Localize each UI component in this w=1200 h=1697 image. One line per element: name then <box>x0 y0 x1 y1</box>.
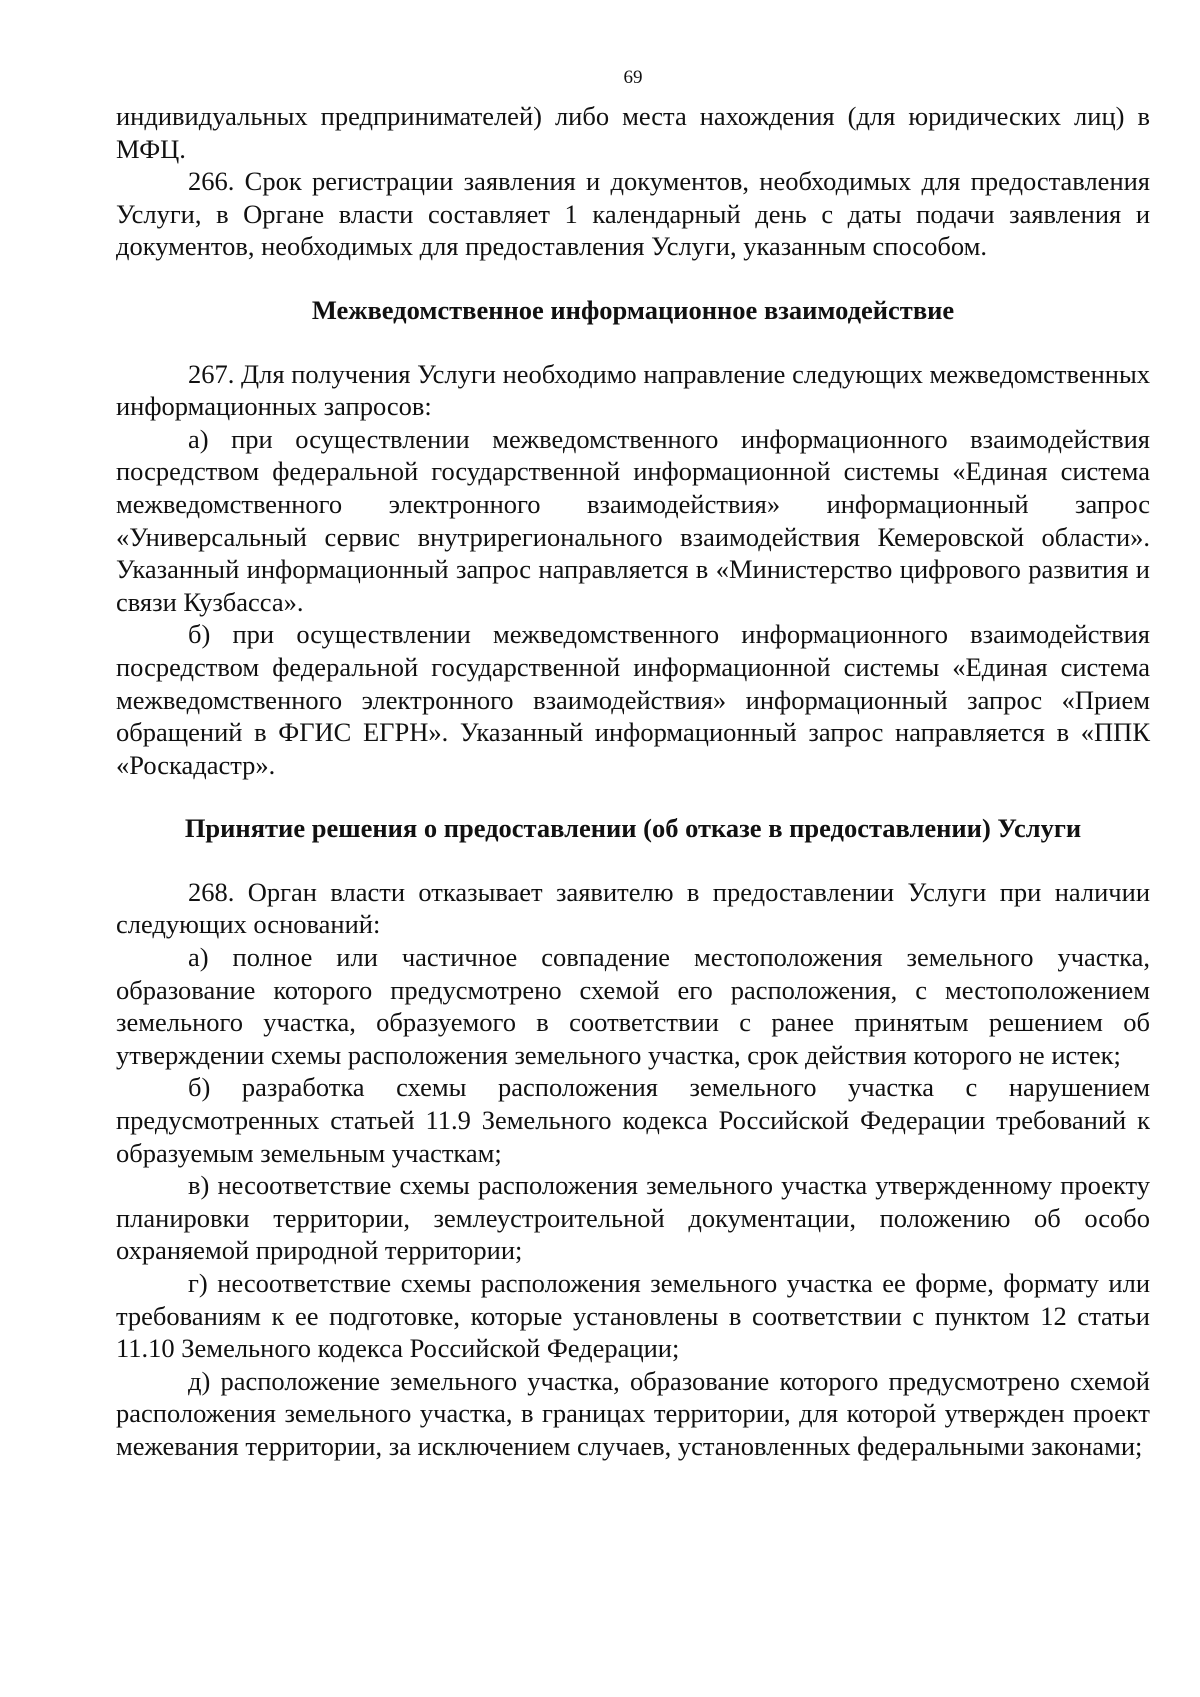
paragraph-267: 267. Для получения Услуги необходимо направление следующих межведомственных информационных запросов: <box>116 358 1150 422</box>
paragraph-267-a: а) при осуществлении межведомственного информационного взаимодействия посредством федеральной государственной информационной системы «Единая система межведомственного электронного взаимодействия» информационный запрос «Универсальный сервис внутрирегионального взаимодействия Кемеровской области». Указанный информационный запрос направляется в «Министерство цифрового развития и связи Кузбасса». <box>116 423 1150 617</box>
paragraph-268-d: д) расположение земельного участка, образование которого предусмотрено схемой расположения земельного участка, в границах территории, для которой утвержден проект межевания территории, за исключением случаев, установленных федеральными законами; <box>116 1365 1150 1461</box>
paragraph-268: 268. Орган власти отказывает заявителю в предоставлении Услуги при наличии следующих оснований: <box>116 876 1150 940</box>
paragraph-268-b: б) разработка схемы расположения земельного участка с нарушением предусмотренных статьей 11.9 Земельного кодекса Российской Федерации требований к образуемым земельным участкам; <box>116 1072 1150 1168</box>
paragraph-268-a: а) полное или частичное совпадение местоположения земельного участка, образование которого предусмотрено схемой его расположения, с местоположением земельного участка, образуемого в соответствии с ранее принятым решением об утверждении схемы расположения земельного участка, срок действия которого не истек; <box>116 942 1150 1070</box>
paragraph-266: 266. Срок регистрации заявления и документов, необходимых для предоставления Услуги, в Органе власти составляет 1 календарный день с даты подачи заявления и документов, необходимых для предоставления Услуги, указанным способом. <box>116 166 1150 262</box>
paragraph-268-g: г) несоответствие схемы расположения земельного участка ее форме, формату или требованиям к ее подготовке, которые установлены в соответствии с пунктом 12 статьи 11.10 Земельного кодекса Российской Федерации; <box>116 1268 1150 1364</box>
paragraph-268-v: в) несоответствие схемы расположения земельного участка утвержденному проекту планировки территории, землеустроительной документации, положению об особо охраняемой природной территории; <box>116 1170 1150 1266</box>
section-heading-interagency: Межведомственное информационное взаимодействие <box>311 294 955 325</box>
document-page <box>116 66 1150 1463</box>
section-heading-decision: Принятие решения о предоставлении (об отказе в предоставлении) Услуги <box>184 813 1082 844</box>
paragraph-267-b: б) при осуществлении межведомственного информационного взаимодействия посредством федеральной государственной информационной системы «Единая система межведомственного электронного взаимодействия» информационный запрос «Прием обращений в ФГИС ЕГРН». Указанный информационный запрос направляется в «ППК «Роскадастр». <box>116 619 1150 780</box>
page-number: 69 <box>623 67 643 88</box>
paragraph-continuation: индивидуальных предпринимателей) либо места нахождения (для юридических лиц) в МФЦ. <box>116 101 1150 164</box>
